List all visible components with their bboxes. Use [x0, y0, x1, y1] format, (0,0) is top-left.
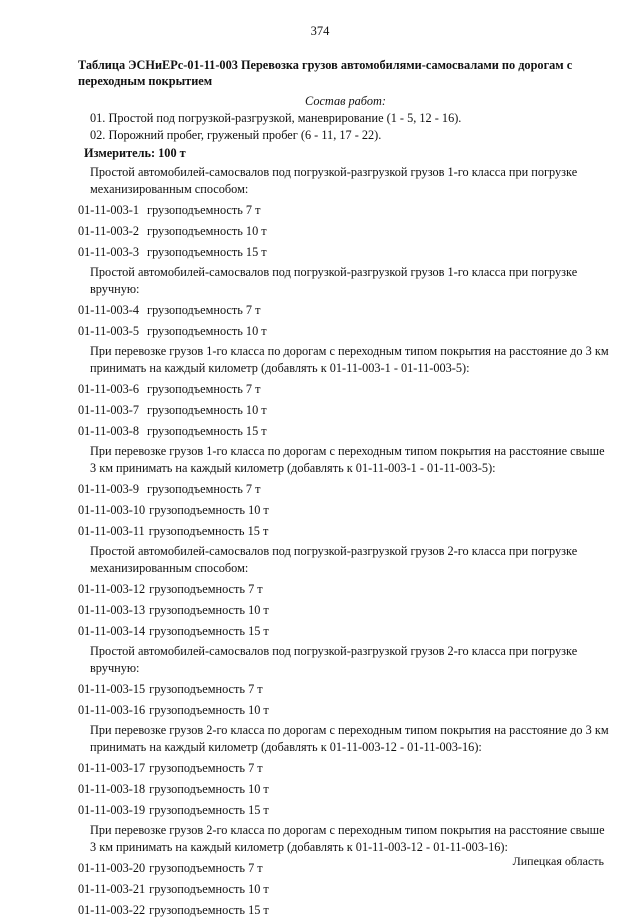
norm-code: 01-11-003-18 [78, 782, 146, 796]
norm-row [78, 760, 613, 777]
norm-label: грузоподъемность 15 т [149, 803, 269, 817]
document-body [78, 93, 613, 922]
group-description: При перевозке грузов 2-го класса по дорогам с переходным типом покрытия на расстояние до 3 км принимать на каждый километр (добавлять к 01-11-003-12 - 01-11-003-16): [90, 723, 609, 754]
group-description: Простой автомобилей-самосвалов под погрузкой-разгрузкой грузов 2-го класса при погрузке вручную: [90, 644, 578, 675]
group-description: При перевозке грузов 2-го класса по дорогам с переходным типом покрытия на расстояние свыше 3 км принимать на каждый километр (добавлять к 01-11-003-12 - 01-11-003-16): [90, 823, 605, 854]
group-description: Простой автомобилей-самосвалов под погрузкой-разгрузкой грузов 1-го класса при погрузке вручную: [90, 265, 578, 296]
composition-item: 02. Порожний пробег, груженый пробег (6 - 11, 17 - 22). [90, 128, 382, 142]
norm-code: 01-11-003-16 [78, 703, 146, 717]
norm-code: 01-11-003-3 [78, 245, 140, 259]
norm-row [78, 223, 613, 240]
norm-label: грузоподъемность 10 т [149, 782, 269, 796]
norm-label: грузоподъемность 10 т [149, 503, 269, 517]
norm-code: 01-11-003-19 [78, 803, 146, 817]
norm-row [78, 781, 613, 798]
norm-code: 01-11-003-8 [78, 424, 140, 438]
norm-code: 01-11-003-9 [78, 482, 140, 496]
norm-label: грузоподъемность 7 т [147, 482, 261, 496]
norm-code: 01-11-003-15 [78, 682, 146, 696]
norm-row [78, 702, 613, 719]
table-title: Таблица ЭСНиЕРс-01-11-003 Перевозка грузов автомобилями-самосвалами по дорогам с переходным покрытием [78, 58, 573, 88]
group-description: Простой автомобилей-самосвалов под погрузкой-разгрузкой грузов 2-го класса при погрузке механизированным способом: [90, 544, 578, 575]
measure-unit: Измеритель: 100 т [84, 146, 186, 160]
norm-code: 01-11-003-13 [78, 603, 146, 617]
norm-row [78, 602, 613, 619]
group-description: При перевозке грузов 1-го класса по дорогам с переходным типом покрытия на расстояние до 3 км принимать на каждый километр (добавлять к 01-11-003-1 - 01-11-003-5): [90, 344, 609, 375]
group-description: Простой автомобилей-самосвалов под погрузкой-разгрузкой грузов 1-го класса при погрузке механизированным способом: [90, 165, 578, 196]
page-number: 374 [310, 24, 330, 38]
norm-row [78, 802, 613, 819]
norm-label: грузоподъемность 15 т [149, 624, 269, 638]
norm-row [78, 681, 613, 698]
norm-label: грузоподъемность 10 т [149, 603, 269, 617]
norm-code: 01-11-003-2 [78, 224, 140, 238]
norm-label: грузоподъемность 10 т [147, 224, 267, 238]
region-footer: Липецкая область [512, 854, 604, 868]
norm-code: 01-11-003-6 [78, 382, 140, 396]
norm-label: грузоподъемность 15 т [149, 903, 269, 917]
norm-groups [78, 164, 613, 919]
norm-label: грузоподъемность 15 т [147, 424, 267, 438]
norm-label: грузоподъемность 15 т [148, 524, 269, 538]
group-description: При перевозке грузов 1-го класса по дорогам с переходным типом покрытия на расстояние свыше 3 км принимать на каждый километр (добавлять к 01-11-003-1 - 01-11-003-5): [90, 444, 605, 475]
norm-label: грузоподъемность 7 т [147, 203, 261, 217]
norm-label: грузоподъемность 15 т [147, 245, 267, 259]
norm-row [78, 202, 613, 219]
norm-code: 01-11-003-5 [78, 324, 140, 338]
norm-row [78, 381, 613, 398]
norm-label: грузоподъемность 7 т [149, 682, 263, 696]
composition-heading: Состав работ: [305, 94, 386, 108]
norm-row [78, 481, 613, 498]
norm-code: 01-11-003-20 [78, 861, 146, 875]
norm-row [78, 302, 613, 319]
norm-code: 01-11-003-17 [78, 761, 146, 775]
norm-row [78, 323, 613, 340]
norm-label: грузоподъемность 7 т [149, 861, 263, 875]
norm-label: грузоподъемность 10 т [147, 324, 267, 338]
norm-code: 01-11-003-21 [78, 882, 146, 896]
norm-code: 01-11-003-22 [78, 903, 146, 917]
composition-item: 01. Простой под погрузкой-разгрузкой, маневрирование (1 - 5, 12 - 16). [90, 111, 462, 125]
norm-label: грузоподъемность 7 т [147, 382, 261, 396]
norm-row [78, 881, 613, 898]
norm-label: грузоподъемность 10 т [147, 403, 267, 417]
norm-code: 01-11-003-7 [78, 403, 140, 417]
norm-code: 01-11-003-4 [78, 303, 140, 317]
norm-label: грузоподъемность 10 т [149, 882, 269, 896]
norm-code: 01-11-003-1 [78, 203, 140, 217]
norm-row [78, 402, 613, 419]
norm-label: грузоподъемность 7 т [149, 582, 263, 596]
norm-label: грузоподъемность 10 т [149, 703, 269, 717]
norm-code: 01-11-003-12 [78, 582, 146, 596]
norm-row [78, 523, 613, 540]
norm-row [78, 244, 613, 261]
norm-code: 01-11-003-11 [78, 524, 145, 538]
norm-row [78, 502, 613, 519]
norm-code: 01-11-003-14 [78, 624, 146, 638]
norm-row [78, 581, 613, 598]
norm-label: грузоподъемность 7 т [149, 761, 263, 775]
norm-row [78, 623, 613, 640]
norm-row [78, 423, 613, 440]
norm-code: 01-11-003-10 [78, 503, 146, 517]
norm-label: грузоподъемность 7 т [147, 303, 261, 317]
